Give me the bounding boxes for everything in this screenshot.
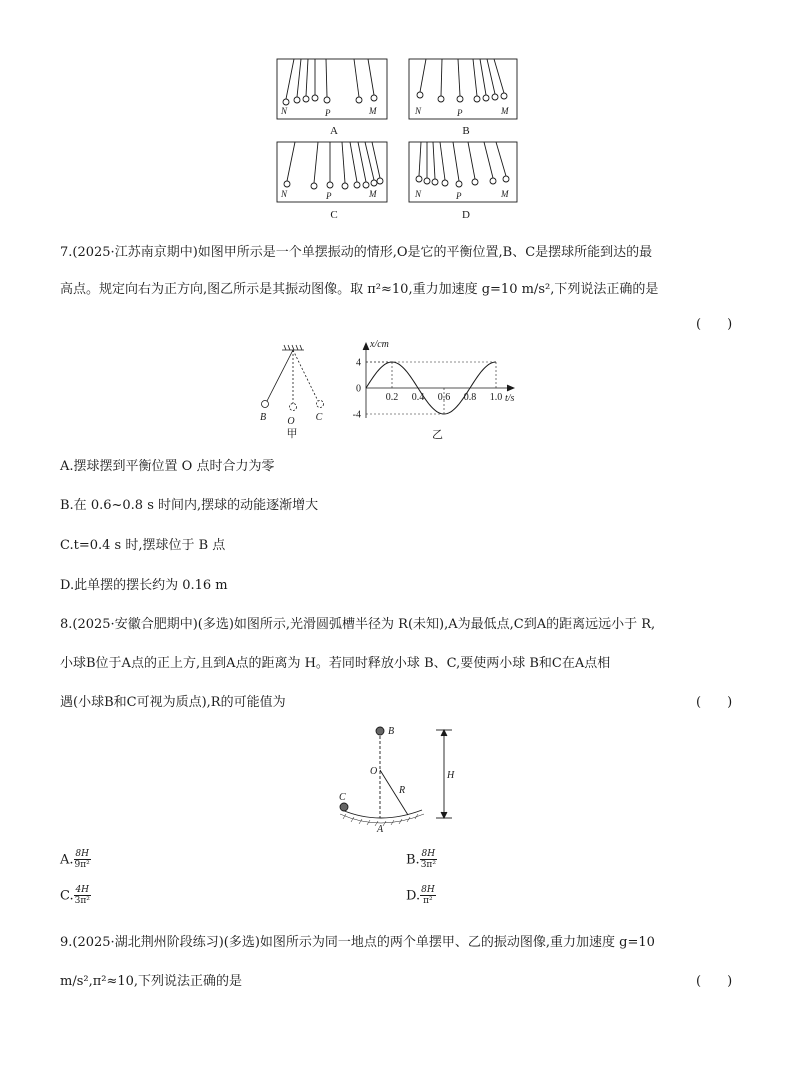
chart-x-tick-label: 0.6 <box>437 392 451 403</box>
panel-c-p: P <box>326 191 332 201</box>
q8-fig-a: A <box>377 824 384 835</box>
jia-caption: 甲 <box>286 428 298 440</box>
q8-fig-b: B <box>388 726 395 737</box>
panel-c-n: N <box>281 189 288 199</box>
q7-option-a[interactable]: A.摆球摆到平衡位置 O 点时合力为零 <box>60 459 275 474</box>
q7-stem-line1: 7.(2025·江苏南京期中)如图甲所示是一个单摆振动的情形,O是它的平衡位置,B、C是摆球所能到达的最 <box>60 245 653 260</box>
q8-stem-line3: 遇(小球B和C可视为质点),R的可能值为 <box>60 695 286 710</box>
q9-stem-line1: 9.(2025·湖北荆州阶段练习)(多选)如图所示为同一地点的两个单摆甲、乙的振动图像,重力加速度 g=10 <box>60 935 655 950</box>
q8-stem-line2: 小球B位于A点的正上方,且到A点的距离为 H。若同时释放小球 B、C,要使两小球 B和C在A点相 <box>60 656 611 671</box>
jia-b-label: B <box>259 412 267 423</box>
q8-option-c[interactable]: C. $\frac{4H}{\text{3π²}}$ <box>60 885 90 907</box>
q8-fig-r: R <box>399 785 406 796</box>
q8-fig-h: H <box>447 770 455 781</box>
jia-o-label: O <box>287 416 295 427</box>
chart-y-arrow <box>363 343 369 350</box>
panel-d-label: D <box>462 209 470 221</box>
chart-x-tick-label: 1.0 <box>489 392 503 403</box>
q7-stem-line2: 高点。规定向右为正方向,图乙所示是其振动图像。取 π²≈10,重力加速度 g=10 m/s²,下列说法正确的是 <box>60 282 659 297</box>
pendulum-options-figure <box>270 54 530 226</box>
panel-a-n: N <box>281 106 288 116</box>
q9-stem-line2: m/s²,π²≈10,下列说法正确的是 <box>60 974 243 989</box>
panel-d-n: N <box>415 189 422 199</box>
q7-fig-jia <box>252 344 342 440</box>
panel-c-label: C <box>330 209 338 221</box>
q8-answer-paren: ( ) <box>696 695 733 710</box>
chart-x-label: t/s <box>505 393 515 404</box>
q8-option-b[interactable]: B. $\frac{8H}{\text{3π²}}$ <box>406 849 436 871</box>
yi-caption: 乙 <box>432 429 443 441</box>
q9-answer-paren: ( ) <box>696 974 733 989</box>
q8-stem-line1: 8.(2025·安徽合肥期中)(多选)如图所示,光滑圆弧槽半径为 R(未知),A为最低点,C到A的距离远远小于 R, <box>60 617 656 632</box>
q7-option-b[interactable]: B.在 0.6~0.8 s 时间内,摆球的动能逐渐增大 <box>60 498 319 513</box>
panel-a-m: M <box>369 106 377 116</box>
panel-b-n: N <box>415 106 422 116</box>
chart-y-label: x/cm <box>370 339 389 350</box>
chart-y-tick-label: 4 <box>356 357 361 369</box>
panel-b-label: B <box>462 125 470 137</box>
panel-a-p: P <box>325 108 331 118</box>
panel-b-p: P <box>457 108 463 118</box>
q8-fig-o: O <box>370 766 378 777</box>
chart-x-tick-label: 0.4 <box>411 392 425 403</box>
q7-answer-paren: ( ) <box>696 317 733 332</box>
q7-option-d[interactable]: D.此单摆的摆长约为 0.16 m <box>60 578 228 593</box>
chart-x-arrow <box>507 385 514 391</box>
panel-c-m: M <box>369 189 377 199</box>
panel-d-m: M <box>501 189 509 199</box>
q7-fig-yi-chart <box>340 338 550 442</box>
panel-d-p: P <box>456 191 462 201</box>
panel-a-label: A <box>330 125 338 137</box>
chart-y-tick-label: 0 <box>356 383 361 395</box>
q7-option-c[interactable]: C.t=0.4 s 时,摆球位于 B 点 <box>60 538 226 553</box>
chart-y-tick-label: -4 <box>352 409 361 421</box>
q8-option-d[interactable]: D. $\frac{8H}{\text{π²}}$ <box>406 885 435 907</box>
jia-c-label: C <box>315 412 323 423</box>
chart-x-tick-label: 0.8 <box>463 392 477 403</box>
q8-option-a[interactable]: A. $\frac{8H}{\text{9π²}}$ <box>60 849 90 871</box>
q8-fig-c: C <box>339 792 346 803</box>
panel-b-m: M <box>501 106 509 116</box>
chart-x-tick-label: 0.2 <box>385 392 399 403</box>
q8-figure <box>332 720 468 836</box>
